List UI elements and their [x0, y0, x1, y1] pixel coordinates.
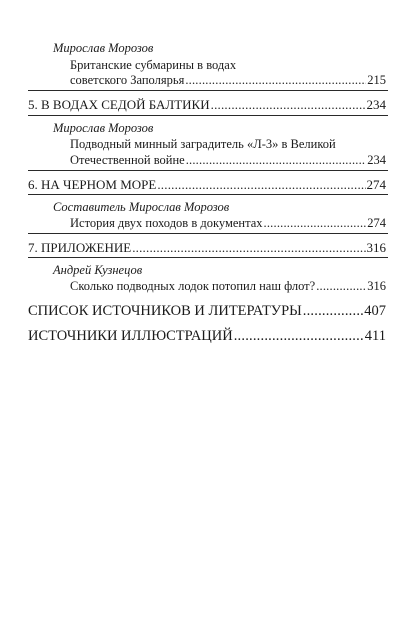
toc-entry-l3-minelayer[interactable]: [70, 154, 386, 167]
entry-title-text: Британские субмарины в водах: [70, 58, 237, 72]
author-kuznetsov: [53, 264, 142, 277]
author-compiler-morozov: [53, 201, 229, 214]
author-name: Мирослав Морозов: [53, 121, 154, 135]
author-name: Мирослав Морозов: [53, 41, 154, 55]
dot-leader: [132, 241, 365, 254]
toc-sources-literature[interactable]: [28, 304, 386, 319]
separator-rule: [28, 233, 388, 234]
toc-illustration-sources[interactable]: [28, 329, 386, 344]
toc-chapter-6[interactable]: [28, 178, 386, 191]
author-name: Составитель Мирослав Морозов: [53, 200, 230, 214]
toc-entry-two-campaigns[interactable]: [70, 217, 386, 230]
author-morozov-1: [53, 42, 153, 55]
entry-title-line: [70, 138, 336, 151]
section-title: ИСТОЧНИКИ ИЛЛЮСТРАЦИЙ: [28, 328, 233, 344]
page-number: 274: [367, 216, 386, 230]
separator-rule: [28, 115, 388, 116]
dot-leader: [303, 304, 363, 319]
entry-title-text: История двух походов в документах: [70, 216, 263, 230]
section-title: СПИСОК ИСТОЧНИКОВ И ЛИТЕРАТУРЫ: [28, 303, 302, 319]
chapter-title: 6. НА ЧЕРНОМ МОРЕ: [28, 177, 157, 192]
page-number: 234: [367, 153, 386, 167]
toc-entry-submarines-sunk[interactable]: [70, 280, 386, 293]
author-name: Андрей Кузнецов: [53, 263, 143, 277]
dot-leader: [264, 217, 367, 230]
entry-title-text: Отечественной войне: [70, 153, 185, 167]
dot-leader: [234, 329, 364, 344]
page-number: 215: [367, 73, 386, 87]
dot-leader: [185, 74, 366, 87]
dot-leader: [157, 178, 365, 191]
page-number: 316: [367, 279, 386, 293]
page-number: 411: [364, 328, 386, 344]
page-number: 316: [366, 240, 386, 255]
chapter-title: 5. В ВОДАХ СЕДОЙ БАЛТИКИ: [28, 97, 210, 112]
separator-rule: [28, 170, 388, 171]
entry-title-text: Подводный минный заградитель «Л-3» в Великой: [70, 137, 336, 151]
dot-leader: [186, 154, 367, 167]
page-number: 274: [366, 177, 386, 192]
dot-leader: [211, 98, 366, 111]
toc-chapter-7[interactable]: [28, 241, 386, 254]
page-number: 407: [364, 303, 386, 319]
entry-title-text: советского Заполярья: [70, 73, 185, 87]
toc-chapter-5[interactable]: [28, 98, 386, 111]
author-morozov-2: [53, 122, 153, 135]
toc-entry-british-submarines[interactable]: [70, 74, 386, 87]
entry-title-line: [70, 59, 236, 72]
separator-rule: [28, 90, 388, 91]
page-number: 234: [366, 97, 386, 112]
separator-rule: [28, 194, 388, 195]
entry-title-text: Сколько подводных лодок потопил наш флот?: [70, 279, 316, 293]
chapter-title: 7. ПРИЛОЖЕНИЕ: [28, 240, 132, 255]
separator-rule: [28, 257, 388, 258]
dot-leader: [316, 280, 366, 293]
